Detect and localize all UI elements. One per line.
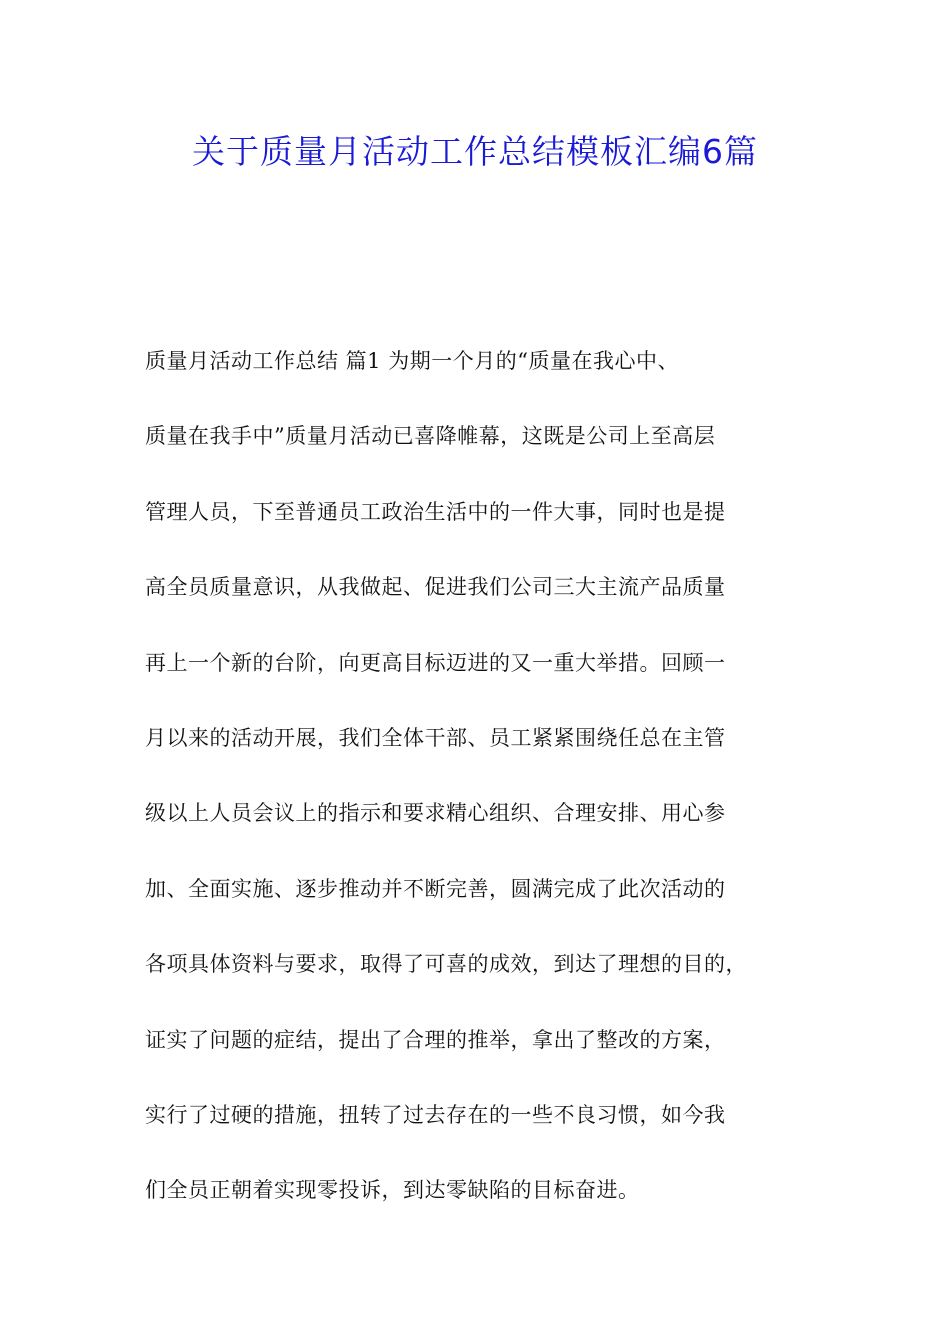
body-line: 级以上人员会议上的指示和要求精心组织、合理安排、用心参 <box>145 801 726 826</box>
body-line: 加、全面实施、逐步推动并不断完善，圆满完成了此次活动的 <box>145 876 726 901</box>
body-line: 们全员正朝着实现零投诉，到达零缺陷的目标奋进。 <box>145 1178 640 1203</box>
body-line: 质量在我手中”质量月活动已喜降帷幕，这既是公司上至高层 <box>145 424 716 449</box>
document-title: 关于质量月活动工作总结模板汇编6篇 <box>192 132 758 171</box>
body-line: 月以来的活动开展，我们全体干部、员工紧紧围绕任总在主管 <box>145 725 726 750</box>
body-line: 高全员质量意识，从我做起、促进我们公司三大主流产品质量 <box>145 575 726 600</box>
document-body <box>145 336 845 1241</box>
body-line: 管理人员，下至普通员工政治生活中的一件大事，同时也是提 <box>145 499 726 524</box>
body-line: 实行了过硬的措施，扭转了过去存在的一些不良习惯，如今我 <box>145 1102 726 1127</box>
body-line: 证实了问题的症结，提出了合理的推举，拿出了整改的方案， <box>145 1027 726 1052</box>
body-line: 再上一个新的台阶，向更高目标迈进的又一重大举措。回顾一 <box>145 650 726 675</box>
body-line: 质量月活动工作总结 篇1 为期一个月的“质量在我心中、 <box>145 349 679 373</box>
body-line: 各项具体资料与要求，取得了可喜的成效，到达了理想的目的， <box>145 952 747 977</box>
